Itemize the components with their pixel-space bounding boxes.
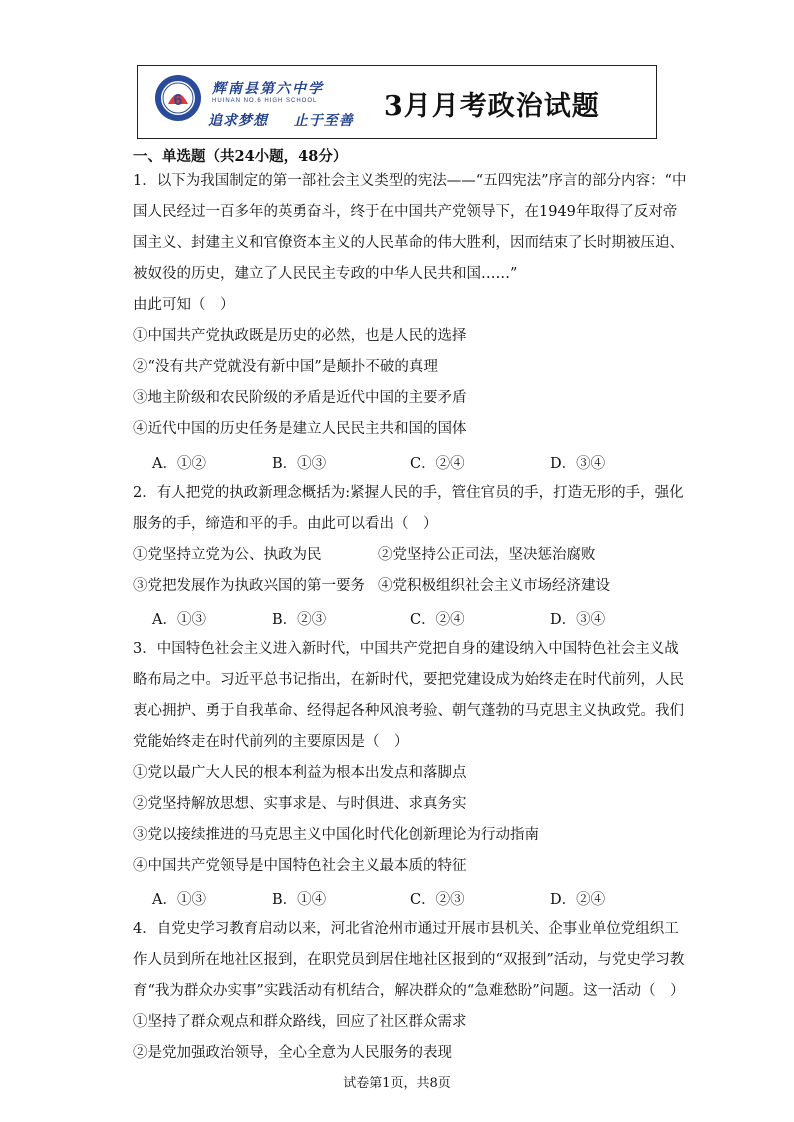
- question-3-option-b[interactable]: B．①④: [272, 892, 327, 908]
- question-2-statement-3: ③党把发展作为执政兴国的第一要务: [133, 578, 365, 594]
- question-4-statement-1: ①坚持了群众观点和群众路线，回应了社区群众需求: [133, 1014, 467, 1030]
- question-4-line-1: 4．自党史学习教育启动以来，河北省沧州市通过开展市县机关、企事业单位党组织工: [133, 921, 679, 937]
- question-3-statement-3: ③党以接续推进的马克思主义中国化时代化创新理论为行动指南: [133, 827, 539, 843]
- question-3-line-2: 略布局之中。习近平总书记指出，在新时代，要把党建设成为始终走在时代前列，人民: [133, 672, 684, 688]
- question-2-line-2: 服务的手，缔造和平的手。由此可以看出（ ）: [133, 516, 438, 532]
- question-4-line-2: 作人员到所在地社区报到，在职党员到居住地社区报到的“双报到”活动，与党史学习教: [133, 952, 685, 968]
- question-2-line-1: 2．有人把党的执政新理念概括为:紧握人民的手，管住官员的手，打造无形的手，强化: [133, 485, 684, 501]
- question-3-option-c[interactable]: C．②③: [410, 892, 465, 908]
- question-1-option-d[interactable]: D．③④: [550, 456, 606, 472]
- question-4-statement-2: ②是党加强政治领导，全心全意为人民服务的表现: [133, 1045, 452, 1061]
- question-3-option-d[interactable]: D．②④: [550, 892, 606, 908]
- motto-right: 止于至善: [293, 113, 354, 129]
- question-3-line-1: 3．中国特色社会主义进入新时代，中国共产党把自身的建设纳入中国特色社会主义战: [133, 641, 679, 657]
- question-3-option-a[interactable]: A．①③: [152, 892, 206, 908]
- question-1-line-4: 被奴役的历史，建立了人民民主专政的中华人民共和国……”: [133, 266, 518, 282]
- question-2-option-b[interactable]: B．②③: [272, 612, 327, 628]
- question-1-option-b[interactable]: B．①③: [272, 456, 327, 472]
- question-2-statement-2: ②党坚持公正司法，坚决惩治腐败: [378, 547, 596, 563]
- page-footer: 试卷第1页，共8页: [343, 1076, 451, 1091]
- question-2-statement-1: ①党坚持立党为公、执政为民: [133, 547, 322, 563]
- question-2-option-d[interactable]: D．③④: [550, 612, 606, 628]
- question-1-statement-1: ①中国共产党执政既是历史的必然，也是人民的选择: [133, 328, 467, 344]
- question-3-statement-1: ①党以最广大人民的根本利益为根本出发点和落脚点: [133, 765, 467, 781]
- school-logo-icon: [154, 74, 202, 122]
- question-3-statement-2: ②党坚持解放思想、实事求是、与时俱进、求真务实: [133, 796, 467, 812]
- question-3-line-3: 衷心拥护、勇于自我革命、经得起各种风浪考验、朝气蓬勃的马克思主义执政党。我们: [133, 703, 684, 719]
- exam-title: 3月月考政治试题: [384, 91, 600, 122]
- school-name: 辉南县第六中学: [212, 81, 324, 97]
- question-4-line-3: 育“我为群众办实事”实践活动有机结合，解决群众的“急难愁盼”问题。这一活动（ ）: [133, 983, 685, 999]
- header-box: [137, 65, 657, 139]
- question-1-line-1: 1．以下为我国制定的第一部社会主义类型的宪法——“五四宪法”序言的部分内容：“中: [133, 173, 687, 189]
- logo-digit: 6: [173, 92, 183, 109]
- question-1-option-a[interactable]: A．①②: [152, 456, 206, 472]
- section-title: 一、单选题（共24小题，48分）: [133, 148, 348, 165]
- question-1-statement-4: ④近代中国的历史任务是建立人民民主共和国的国体: [133, 421, 467, 437]
- question-2-statement-4: ④党积极组织社会主义市场经济建设: [378, 578, 610, 594]
- school-english-name: HUINAN NO.6 HIGH SCHOOL: [212, 98, 318, 104]
- question-3-line-4: 党能始终走在时代前列的主要原因是（ ）: [133, 734, 409, 750]
- question-1-statement-3: ③地主阶级和农民阶级的矛盾是近代中国的主要矛盾: [133, 390, 467, 406]
- question-1-line-3: 国主义、封建主义和官僚资本主义的人民革命的伟大胜利，因而结束了长时期被压迫、: [133, 235, 684, 251]
- question-3-statement-4: ④中国共产党领导是中国特色社会主义最本质的特征: [133, 858, 467, 874]
- question-2-option-c[interactable]: C．②④: [410, 612, 465, 628]
- question-1-stem-end: 由此可知（ ）: [133, 297, 235, 313]
- motto-left: 追求梦想: [208, 113, 268, 129]
- question-1-statement-2: ②“没有共产党就没有新中国”是颠扑不破的真理: [133, 359, 438, 375]
- question-1-option-c[interactable]: C．②④: [410, 456, 465, 472]
- school-motto: [208, 110, 354, 130]
- question-1-line-2: 国人民经过一百多年的英勇奋斗，终于在中国共产党领导下，在1949年取得了反对帝: [133, 204, 678, 220]
- question-2-option-a[interactable]: A．①③: [152, 612, 206, 628]
